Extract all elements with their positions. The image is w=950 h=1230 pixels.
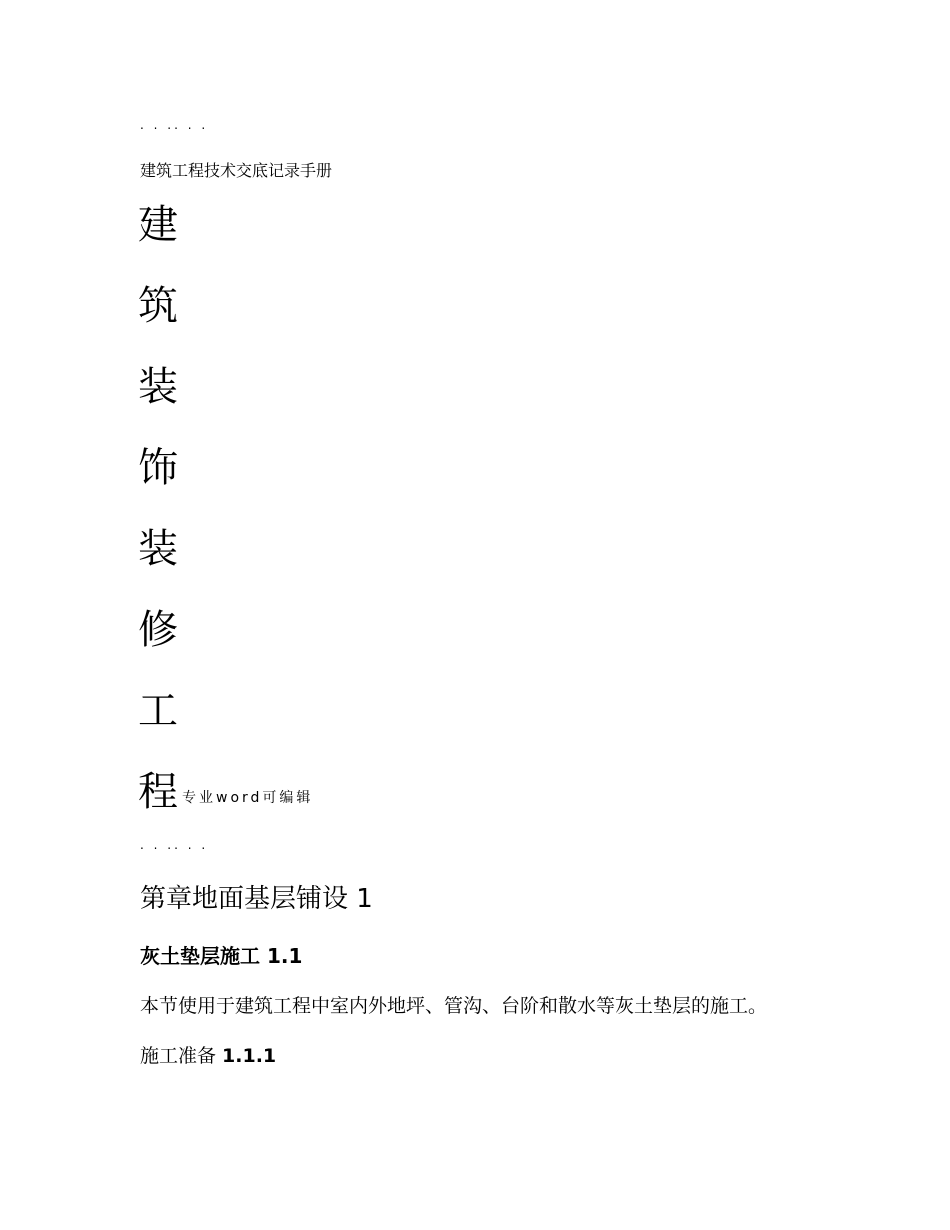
document-subtitle: 建筑工程技术交底记录手册 bbox=[140, 161, 333, 180]
editable-note: 专业word可编辑 bbox=[182, 790, 314, 806]
subsection-heading-text: 施工准备 bbox=[140, 1045, 223, 1067]
subsection-heading bbox=[140, 1043, 276, 1069]
chapter-heading: 第章地面基层铺设 1 bbox=[140, 884, 373, 914]
vertical-title-char: 饰 bbox=[138, 445, 178, 491]
vertical-title-char: 装 bbox=[138, 364, 178, 410]
separator-dots: . . .. . . bbox=[140, 838, 209, 852]
section-heading: 灰土垫层施工 1.1 bbox=[140, 944, 303, 968]
vertical-title-char: 筑 bbox=[138, 283, 178, 329]
body-paragraph: 本节使用于建筑工程中室内外地坪、管沟、台阶和散水等灰土垫层的施工。 bbox=[140, 995, 768, 1017]
vertical-title-char: 建 bbox=[138, 202, 178, 248]
vertical-title-char: 装 bbox=[138, 526, 178, 572]
vertical-title-char: 程 bbox=[138, 769, 178, 815]
subsection-heading-number: 1.1.1 bbox=[222, 1045, 277, 1067]
vertical-title-char: 工 bbox=[138, 688, 178, 734]
vertical-title-char: 修 bbox=[138, 607, 178, 653]
header-dots: . . .. . . bbox=[140, 118, 209, 132]
